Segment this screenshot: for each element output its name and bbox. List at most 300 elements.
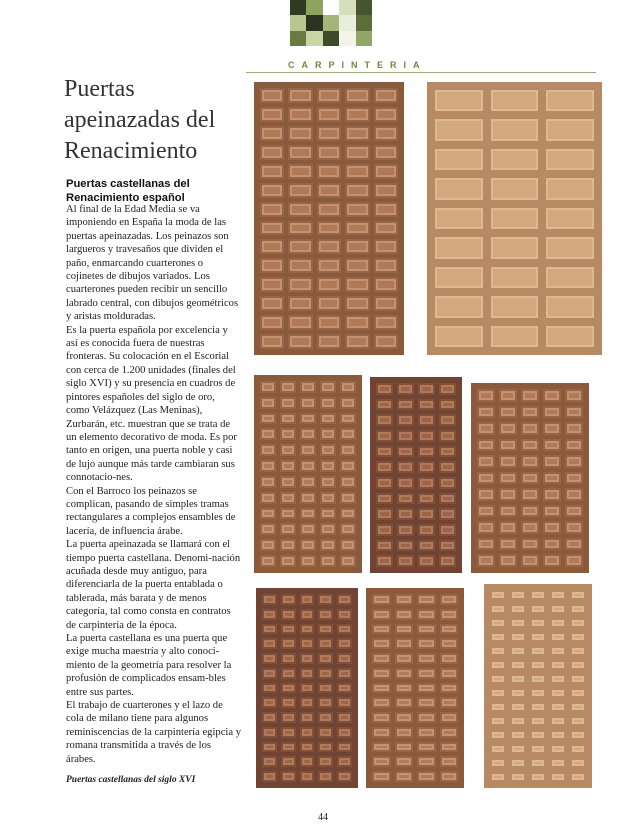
door-panel (570, 646, 586, 656)
door-panel (433, 117, 485, 142)
logo-tile (306, 0, 322, 15)
door-panel (340, 523, 356, 535)
door-panel (340, 539, 356, 551)
door-panel (510, 744, 526, 754)
door-panel (280, 539, 296, 551)
door-panel (262, 727, 277, 738)
door-panel (300, 638, 315, 649)
door-panel (260, 315, 284, 330)
logo-tile (323, 31, 339, 46)
door-panel (510, 772, 526, 782)
door-panel (543, 472, 561, 485)
door-panel (439, 555, 456, 567)
door-panel (281, 668, 296, 679)
door-panel (376, 493, 393, 505)
door-panel (281, 653, 296, 664)
door-panel (260, 476, 276, 488)
door-panel (260, 523, 276, 535)
door-panel (300, 523, 316, 535)
door-panel (418, 555, 435, 567)
logo-tile (323, 15, 339, 30)
door-panel (376, 508, 393, 520)
logo-tile (339, 31, 355, 46)
door-panel (374, 315, 398, 330)
door-panel (544, 88, 596, 113)
door-panel (345, 202, 369, 217)
door-panel (340, 508, 356, 520)
door-panel (489, 324, 541, 349)
door-panel (489, 147, 541, 172)
door-panel (530, 646, 546, 656)
door-panel (397, 399, 414, 411)
door-panel (543, 488, 561, 501)
door-panel (477, 554, 495, 567)
door-panel (320, 460, 336, 472)
door-panel (417, 668, 436, 679)
door-panel (372, 638, 391, 649)
door-panel (280, 460, 296, 472)
door-panel (262, 594, 277, 605)
door-panel (280, 476, 296, 488)
door-panel (317, 88, 341, 103)
door-panel (337, 683, 352, 694)
door-panel (499, 538, 517, 551)
door-panel (565, 538, 583, 551)
door-panel (510, 758, 526, 768)
door-panel (300, 460, 316, 472)
door-panel (490, 758, 506, 768)
door-panel (372, 653, 391, 664)
door-panel (570, 702, 586, 712)
door-panel (499, 389, 517, 402)
door-panel (300, 594, 315, 605)
door-panel (570, 674, 586, 684)
door-panel (300, 697, 315, 708)
door-panel (374, 277, 398, 292)
door-panel (260, 126, 284, 141)
door-panel (317, 239, 341, 254)
door-panel (565, 389, 583, 402)
door-panel (300, 653, 315, 664)
door-panel (530, 758, 546, 768)
door-panel (320, 555, 336, 567)
door-panel (288, 239, 312, 254)
door-panel (317, 107, 341, 122)
door-panel (376, 555, 393, 567)
logo-tile (306, 15, 322, 30)
door-panel (260, 508, 276, 520)
door-panel (260, 202, 284, 217)
door-panel (439, 399, 456, 411)
door-panel (318, 756, 333, 767)
door-panel (317, 296, 341, 311)
door-panel (260, 107, 284, 122)
door-panel (280, 397, 296, 409)
door-panel (521, 472, 539, 485)
door-panel (510, 730, 526, 740)
door-panel (288, 277, 312, 292)
door-panel (397, 414, 414, 426)
door-panel (489, 235, 541, 260)
door-panel (376, 477, 393, 489)
door-panel (395, 624, 414, 635)
door-panel (280, 428, 296, 440)
door-panel (499, 521, 517, 534)
door-panel (550, 618, 566, 628)
door-panel (280, 555, 296, 567)
door-panel (376, 524, 393, 536)
door-panel (288, 107, 312, 122)
photo-caption: Puertas castellanas del siglo XVI (66, 775, 196, 785)
door-panel (417, 683, 436, 694)
door-panel (340, 381, 356, 393)
door-panel (530, 772, 546, 782)
door-panel (439, 446, 456, 458)
door-panel (570, 660, 586, 670)
door-panel (565, 439, 583, 452)
door-panel (337, 624, 352, 635)
door-panel (550, 660, 566, 670)
door-panel (300, 492, 316, 504)
door-panel (550, 716, 566, 726)
door-panel (544, 206, 596, 231)
door-panel (317, 258, 341, 273)
door-panel (530, 632, 546, 642)
logo-tile (339, 0, 355, 15)
door-panel (320, 381, 336, 393)
door-panel (300, 381, 316, 393)
door-panel (260, 539, 276, 551)
door-panel (337, 638, 352, 649)
door-panel (489, 88, 541, 113)
logo-tile (290, 15, 306, 30)
door-panel (499, 422, 517, 435)
door-panel (477, 439, 495, 452)
door-panel (260, 296, 284, 311)
door-panel (439, 508, 456, 520)
door-panel (340, 476, 356, 488)
door-panel (281, 594, 296, 605)
door-panel (337, 742, 352, 753)
door-panel (439, 477, 456, 489)
door-photo-7 (366, 588, 464, 788)
door-panel (300, 555, 316, 567)
door-panel (439, 540, 456, 552)
door-panel (440, 712, 459, 723)
door-panel (477, 472, 495, 485)
door-panel (543, 505, 561, 518)
door-panel (417, 697, 436, 708)
door-panel (543, 554, 561, 567)
door-panel (345, 107, 369, 122)
paragraph: La puerta castellana es una puerta que exige mucha maestría y alto conoci-miento de la geometría para resolver la profusión de complicados ensam-bles entre sus partes. (66, 633, 232, 698)
door-panel (376, 383, 393, 395)
door-panel (374, 88, 398, 103)
section-logo (290, 0, 372, 46)
door-panel (260, 277, 284, 292)
door-panel (262, 624, 277, 635)
door-panel (260, 555, 276, 567)
door-photo-1 (254, 82, 404, 355)
door-panel (288, 126, 312, 141)
door-panel (288, 258, 312, 273)
door-panel (372, 697, 391, 708)
door-panel (372, 727, 391, 738)
door-panel (477, 406, 495, 419)
door-panel (260, 397, 276, 409)
door-panel (397, 524, 414, 536)
door-panel (317, 164, 341, 179)
door-panel (397, 461, 414, 473)
door-panel (374, 221, 398, 236)
door-panel (281, 697, 296, 708)
door-panel (418, 493, 435, 505)
door-panel (345, 126, 369, 141)
door-panel (260, 183, 284, 198)
door-panel (288, 296, 312, 311)
door-panel (317, 221, 341, 236)
door-panel (345, 183, 369, 198)
door-panel (345, 277, 369, 292)
door-panel (281, 742, 296, 753)
door-panel (337, 697, 352, 708)
door-panel (372, 771, 391, 782)
door-panel (317, 126, 341, 141)
door-panel (395, 727, 414, 738)
section-label: CARPINTERIA (288, 60, 427, 70)
door-panel (439, 461, 456, 473)
door-panel (521, 505, 539, 518)
door-panel (395, 594, 414, 605)
door-panel (300, 476, 316, 488)
door-panel (376, 540, 393, 552)
door-panel (281, 771, 296, 782)
door-panel (440, 756, 459, 767)
door-panel (521, 538, 539, 551)
door-panel (544, 176, 596, 201)
door-panel (543, 389, 561, 402)
door-panel (570, 632, 586, 642)
door-panel (374, 202, 398, 217)
door-panel (544, 117, 596, 142)
door-panel (374, 239, 398, 254)
door-panel (499, 455, 517, 468)
door-panel (565, 505, 583, 518)
door-panel (337, 653, 352, 664)
door-panel (510, 688, 526, 698)
door-panel (418, 399, 435, 411)
door-panel (565, 472, 583, 485)
door-panel (300, 624, 315, 635)
door-panel (565, 455, 583, 468)
door-panel (260, 413, 276, 425)
door-panel (550, 646, 566, 656)
door-panel (318, 683, 333, 694)
door-panel (280, 381, 296, 393)
door-panel (433, 294, 485, 319)
logo-tile (356, 0, 372, 15)
door-panel (570, 618, 586, 628)
door-panel (374, 164, 398, 179)
door-panel (521, 521, 539, 534)
door-panel (417, 594, 436, 605)
door-photo-8 (484, 584, 592, 788)
door-panel (570, 744, 586, 754)
door-panel (490, 646, 506, 656)
door-panel (374, 126, 398, 141)
door-panel (300, 609, 315, 620)
door-panel (280, 523, 296, 535)
door-panel (318, 638, 333, 649)
door-panel (570, 772, 586, 782)
door-panel (376, 430, 393, 442)
logo-tile (339, 15, 355, 30)
door-panel (543, 521, 561, 534)
door-panel (300, 668, 315, 679)
page-number: 44 (318, 812, 328, 823)
door-panel (281, 609, 296, 620)
door-panel (376, 399, 393, 411)
door-panel (300, 413, 316, 425)
door-panel (521, 389, 539, 402)
door-panel (521, 406, 539, 419)
door-panel (489, 294, 541, 319)
door-panel (477, 488, 495, 501)
door-panel (300, 727, 315, 738)
door-panel (318, 697, 333, 708)
door-panel (372, 683, 391, 694)
door-panel (300, 444, 316, 456)
door-panel (440, 609, 459, 620)
door-panel (372, 594, 391, 605)
door-panel (376, 446, 393, 458)
door-panel (262, 609, 277, 620)
door-panel (374, 334, 398, 349)
door-panel (281, 638, 296, 649)
door-panel (417, 756, 436, 767)
door-panel (280, 508, 296, 520)
door-panel (440, 653, 459, 664)
door-panel (510, 702, 526, 712)
door-panel (281, 683, 296, 694)
door-panel (317, 334, 341, 349)
paragraph: Al final de la Edad Media se va imponiendo en España la moda de las puertas apeinazadas. Los peinazos son largueros y travesaños que dividen el paño, enmarcando cuarterones o cojinetes de dibujos variados. Los cuarterones pueden recibir un sencillo labrado central, con dibujos geométricos y aristas molduradas. (66, 204, 239, 323)
door-panel (544, 324, 596, 349)
door-panel (260, 460, 276, 472)
door-panel (499, 505, 517, 518)
door-panel (433, 265, 485, 290)
paragraph: La puerta apeinazada se llamará con el tiempo puerta castellana. Denomi-nación acuñada desde muy antiguo, para diferenciarla de la puerta entablada o tablerada, más barata y de menos categoría, tal como consta en contratos de carpintería de la época. (66, 539, 241, 631)
door-panel (317, 183, 341, 198)
logo-tile (323, 0, 339, 15)
door-panel (337, 756, 352, 767)
door-panel (260, 444, 276, 456)
door-panel (300, 771, 315, 782)
door-panel (260, 492, 276, 504)
door-panel (543, 422, 561, 435)
door-panel (300, 712, 315, 723)
door-panel (337, 712, 352, 723)
door-panel (521, 439, 539, 452)
door-panel (317, 145, 341, 160)
door-panel (565, 554, 583, 567)
door-panel (374, 296, 398, 311)
door-panel (550, 744, 566, 754)
door-panel (337, 594, 352, 605)
paragraph: Con el Barroco los peinazos se complican, pasando de simples tramas rectangulares a complejos ensambles de lacería, de influencia árabe. (66, 485, 236, 537)
door-panel (340, 413, 356, 425)
door-panel (521, 488, 539, 501)
door-panel (397, 446, 414, 458)
door-panel (320, 508, 336, 520)
door-panel (320, 428, 336, 440)
door-panel (397, 493, 414, 505)
door-panel (440, 697, 459, 708)
door-panel (550, 590, 566, 600)
door-panel (318, 609, 333, 620)
door-panel (345, 221, 369, 236)
door-panel (499, 488, 517, 501)
door-panel (530, 688, 546, 698)
door-panel (372, 742, 391, 753)
door-panel (433, 235, 485, 260)
door-panel (318, 712, 333, 723)
door-panel (510, 674, 526, 684)
door-panel (418, 383, 435, 395)
door-panel (281, 727, 296, 738)
door-panel (477, 422, 495, 435)
door-panel (320, 539, 336, 551)
door-panel (320, 413, 336, 425)
door-panel (489, 206, 541, 231)
door-panel (280, 444, 296, 456)
door-panel (374, 183, 398, 198)
door-panel (433, 176, 485, 201)
door-panel (521, 554, 539, 567)
door-panel (260, 88, 284, 103)
logo-tile (290, 31, 306, 46)
door-panel (550, 730, 566, 740)
door-panel (395, 609, 414, 620)
door-panel (565, 406, 583, 419)
door-panel (281, 756, 296, 767)
door-panel (530, 674, 546, 684)
door-panel (433, 206, 485, 231)
door-panel (417, 638, 436, 649)
door-panel (376, 414, 393, 426)
door-panel (550, 674, 566, 684)
door-panel (345, 334, 369, 349)
door-panel (262, 771, 277, 782)
door-panel (260, 145, 284, 160)
door-panel (550, 772, 566, 782)
door-panel (570, 688, 586, 698)
door-panel (490, 730, 506, 740)
door-panel (530, 618, 546, 628)
door-panel (530, 730, 546, 740)
door-panel (417, 742, 436, 753)
door-panel (395, 771, 414, 782)
door-panel (489, 117, 541, 142)
door-panel (521, 422, 539, 435)
door-panel (300, 742, 315, 753)
door-panel (260, 221, 284, 236)
door-panel (288, 202, 312, 217)
door-panel (418, 430, 435, 442)
door-panel (565, 521, 583, 534)
door-panel (320, 397, 336, 409)
door-panel (318, 742, 333, 753)
